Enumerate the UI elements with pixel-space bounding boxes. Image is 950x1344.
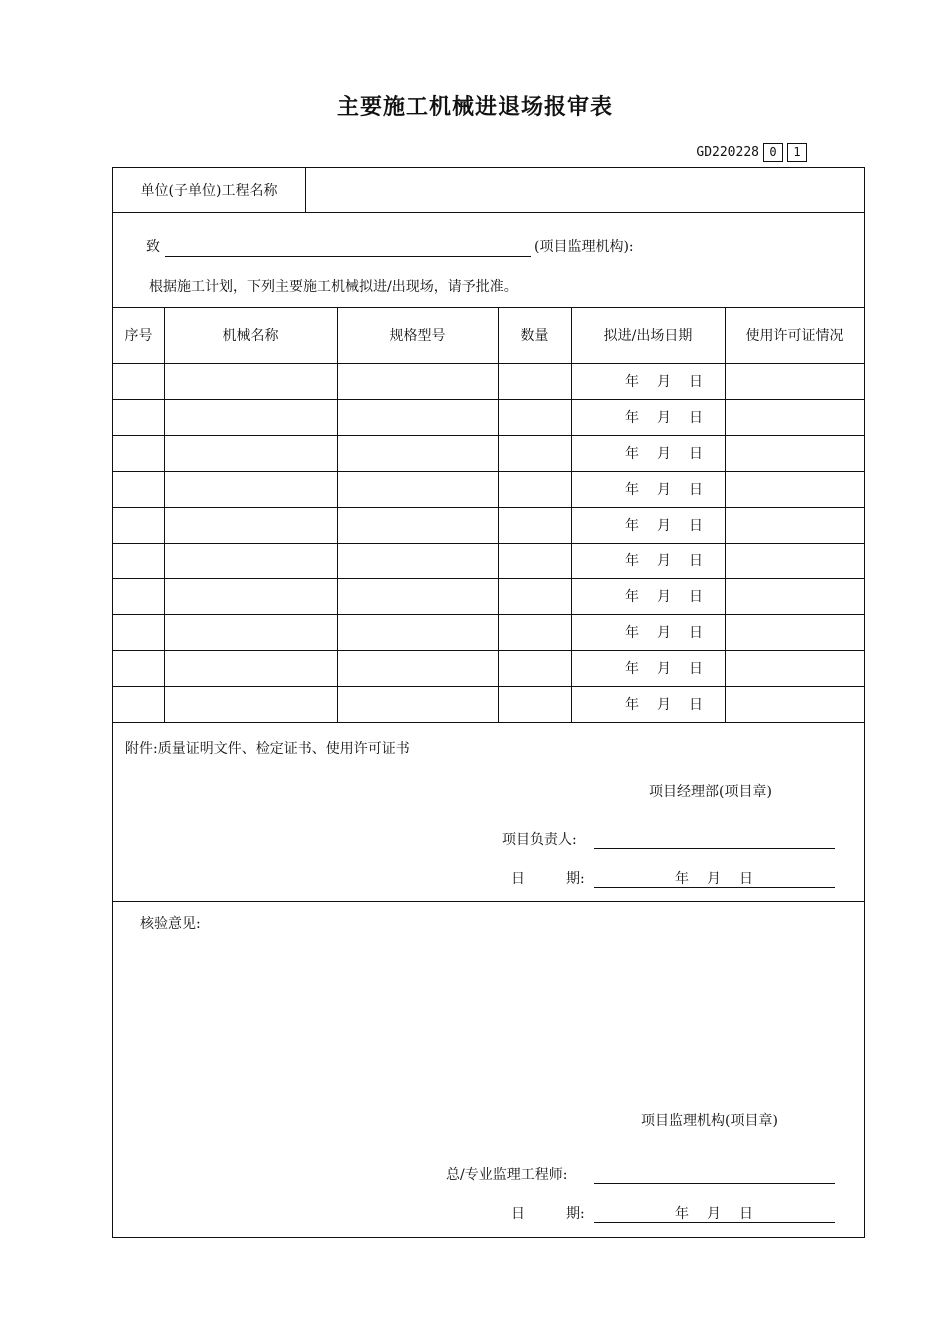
contractor-date-label-1: 日	[511, 871, 525, 887]
form-code-box-1: 0	[763, 143, 783, 162]
table-cell[interactable]	[725, 435, 864, 471]
table-cell[interactable]	[498, 614, 571, 650]
table-cell[interactable]	[164, 363, 337, 399]
table-cell[interactable]	[113, 614, 164, 650]
table-cell[interactable]	[725, 650, 864, 686]
table-date-cell[interactable]	[571, 614, 725, 650]
table-date-cell[interactable]	[571, 686, 725, 722]
form-code-box-2: 1	[787, 143, 807, 162]
divider	[113, 722, 864, 723]
table-cell[interactable]	[113, 363, 164, 399]
date-part: 年	[625, 553, 639, 570]
table-cell[interactable]	[113, 435, 164, 471]
date-part: 日	[689, 517, 703, 534]
table-date-cell[interactable]	[571, 435, 725, 471]
table-cell[interactable]	[498, 363, 571, 399]
form-frame	[112, 167, 865, 1238]
table-column-divider	[725, 307, 726, 722]
date-part: 月	[657, 445, 671, 462]
table-column-divider	[571, 307, 572, 722]
date-part: 月	[657, 409, 671, 426]
table-cell[interactable]	[498, 543, 571, 579]
date-part: 日	[689, 625, 703, 642]
divider	[113, 901, 864, 902]
intro-text: 根据施工计划，下列主要施工机械拟进/出现场，请予批准。	[149, 279, 518, 295]
project-name-field[interactable]	[306, 168, 864, 212]
table-column-divider	[337, 307, 338, 722]
table-cell[interactable]	[498, 471, 571, 507]
table-date-cell[interactable]	[571, 399, 725, 435]
table-cell[interactable]	[725, 507, 864, 543]
date-part: 年	[625, 625, 639, 642]
to-field-line[interactable]	[165, 256, 531, 257]
table-date-cell[interactable]	[571, 650, 725, 686]
date-part: 年	[625, 409, 639, 426]
contractor-signer-label: 项目负责人:	[502, 832, 577, 848]
table-cell[interactable]	[498, 650, 571, 686]
table-cell[interactable]	[164, 650, 337, 686]
date-part: 日	[689, 661, 703, 678]
date-part: 年	[625, 661, 639, 678]
review-stamp: 项目监理机构(项目章)	[641, 1113, 778, 1129]
table-cell[interactable]	[337, 686, 498, 722]
date-part: 月	[657, 625, 671, 642]
table-cell[interactable]	[164, 507, 337, 543]
table-cell[interactable]	[164, 614, 337, 650]
table-cell[interactable]	[113, 686, 164, 722]
date-part: 日	[689, 697, 703, 714]
table-cell[interactable]	[498, 507, 571, 543]
review-label: 核验意见:	[140, 916, 201, 932]
table-cell[interactable]	[113, 578, 164, 614]
table-cell[interactable]	[725, 399, 864, 435]
review-date-line[interactable]	[594, 1222, 835, 1223]
table-header-cell: 数量	[520, 328, 549, 344]
contractor-date-label-2: 期:	[566, 871, 585, 887]
table-cell[interactable]	[337, 578, 498, 614]
table-date-cell[interactable]	[571, 578, 725, 614]
review-date-day: 日	[739, 1206, 753, 1222]
table-header-cell: 规格型号	[389, 328, 446, 344]
date-part: 年	[625, 589, 639, 606]
date-part: 日	[689, 373, 703, 390]
table-date-cell[interactable]	[571, 543, 725, 579]
form-code-text: GD220228	[696, 145, 759, 160]
table-cell[interactable]	[337, 543, 498, 579]
form-title: 主要施工机械进退场报审表	[336, 95, 613, 120]
date-part: 月	[657, 589, 671, 606]
project-name-label: 单位(子单位)工程名称	[140, 183, 278, 199]
table-cell[interactable]	[498, 399, 571, 435]
table-cell[interactable]	[725, 543, 864, 579]
review-signer-label: 总/专业监理工程师:	[446, 1167, 568, 1183]
table-cell[interactable]	[337, 507, 498, 543]
date-part: 日	[689, 445, 703, 462]
review-date-year: 年	[675, 1206, 689, 1222]
date-part: 月	[657, 373, 671, 390]
table-date-cell[interactable]	[571, 363, 725, 399]
table-cell[interactable]	[164, 578, 337, 614]
contractor-date-day: 日	[739, 871, 753, 887]
table-column-divider	[164, 307, 165, 722]
table-cell[interactable]	[337, 650, 498, 686]
table-cell[interactable]	[113, 399, 164, 435]
table-cell[interactable]	[725, 578, 864, 614]
table-cell[interactable]	[337, 614, 498, 650]
table-cell[interactable]	[498, 578, 571, 614]
date-part: 月	[657, 661, 671, 678]
table-cell[interactable]	[113, 471, 164, 507]
table-column-divider	[498, 307, 499, 722]
date-part: 日	[689, 589, 703, 606]
table-cell[interactable]	[113, 507, 164, 543]
table-cell[interactable]	[164, 686, 337, 722]
table-cell[interactable]	[725, 363, 864, 399]
date-part: 日	[689, 409, 703, 426]
table-cell[interactable]	[113, 543, 164, 579]
review-date-label-1: 日	[511, 1206, 525, 1222]
table-cell[interactable]	[164, 471, 337, 507]
date-part: 年	[625, 697, 639, 714]
date-part: 日	[689, 481, 703, 498]
divider	[113, 212, 864, 213]
to-suffix: (项目监理机构):	[534, 239, 634, 255]
contractor-date-month: 月	[707, 871, 721, 887]
date-part: 年	[625, 517, 639, 534]
date-part: 年	[625, 373, 639, 390]
table-cell[interactable]	[337, 363, 498, 399]
table-cell[interactable]	[498, 435, 571, 471]
table-cell[interactable]	[725, 614, 864, 650]
review-date-month: 月	[707, 1206, 721, 1222]
date-part: 日	[689, 553, 703, 570]
table-header-cell: 机械名称	[222, 328, 279, 344]
date-part: 月	[657, 517, 671, 534]
date-part: 年	[625, 481, 639, 498]
table-header-cell: 使用许可证情况	[745, 328, 844, 344]
table-date-cell[interactable]	[571, 471, 725, 507]
date-part: 月	[657, 481, 671, 498]
form-code	[696, 143, 807, 162]
table-cell[interactable]	[725, 686, 864, 722]
table-header-cell: 拟进/出场日期	[603, 328, 693, 344]
contractor-stamp: 项目经理部(项目章)	[649, 784, 772, 800]
table-cell[interactable]	[337, 435, 498, 471]
table-cell[interactable]	[337, 471, 498, 507]
table-cell[interactable]	[725, 471, 864, 507]
contractor-signer-line[interactable]	[594, 848, 835, 849]
table-header-cell: 序号	[124, 328, 153, 344]
table-cell[interactable]	[164, 435, 337, 471]
contractor-date-year: 年	[675, 871, 689, 887]
contractor-date-line[interactable]	[594, 887, 835, 888]
table-cell[interactable]	[498, 686, 571, 722]
review-signer-line[interactable]	[594, 1183, 835, 1184]
table-cell[interactable]	[113, 650, 164, 686]
table-cell[interactable]	[164, 543, 337, 579]
table-cell[interactable]	[337, 399, 498, 435]
date-part: 月	[657, 553, 671, 570]
date-part: 月	[657, 697, 671, 714]
attachment-text: 附件:质量证明文件、检定证书、使用许可证书	[125, 741, 410, 757]
table-cell[interactable]	[164, 399, 337, 435]
date-part: 年	[625, 445, 639, 462]
review-date-label-2: 期:	[566, 1206, 585, 1222]
table-date-cell[interactable]	[571, 507, 725, 543]
to-label: 致	[146, 239, 160, 255]
